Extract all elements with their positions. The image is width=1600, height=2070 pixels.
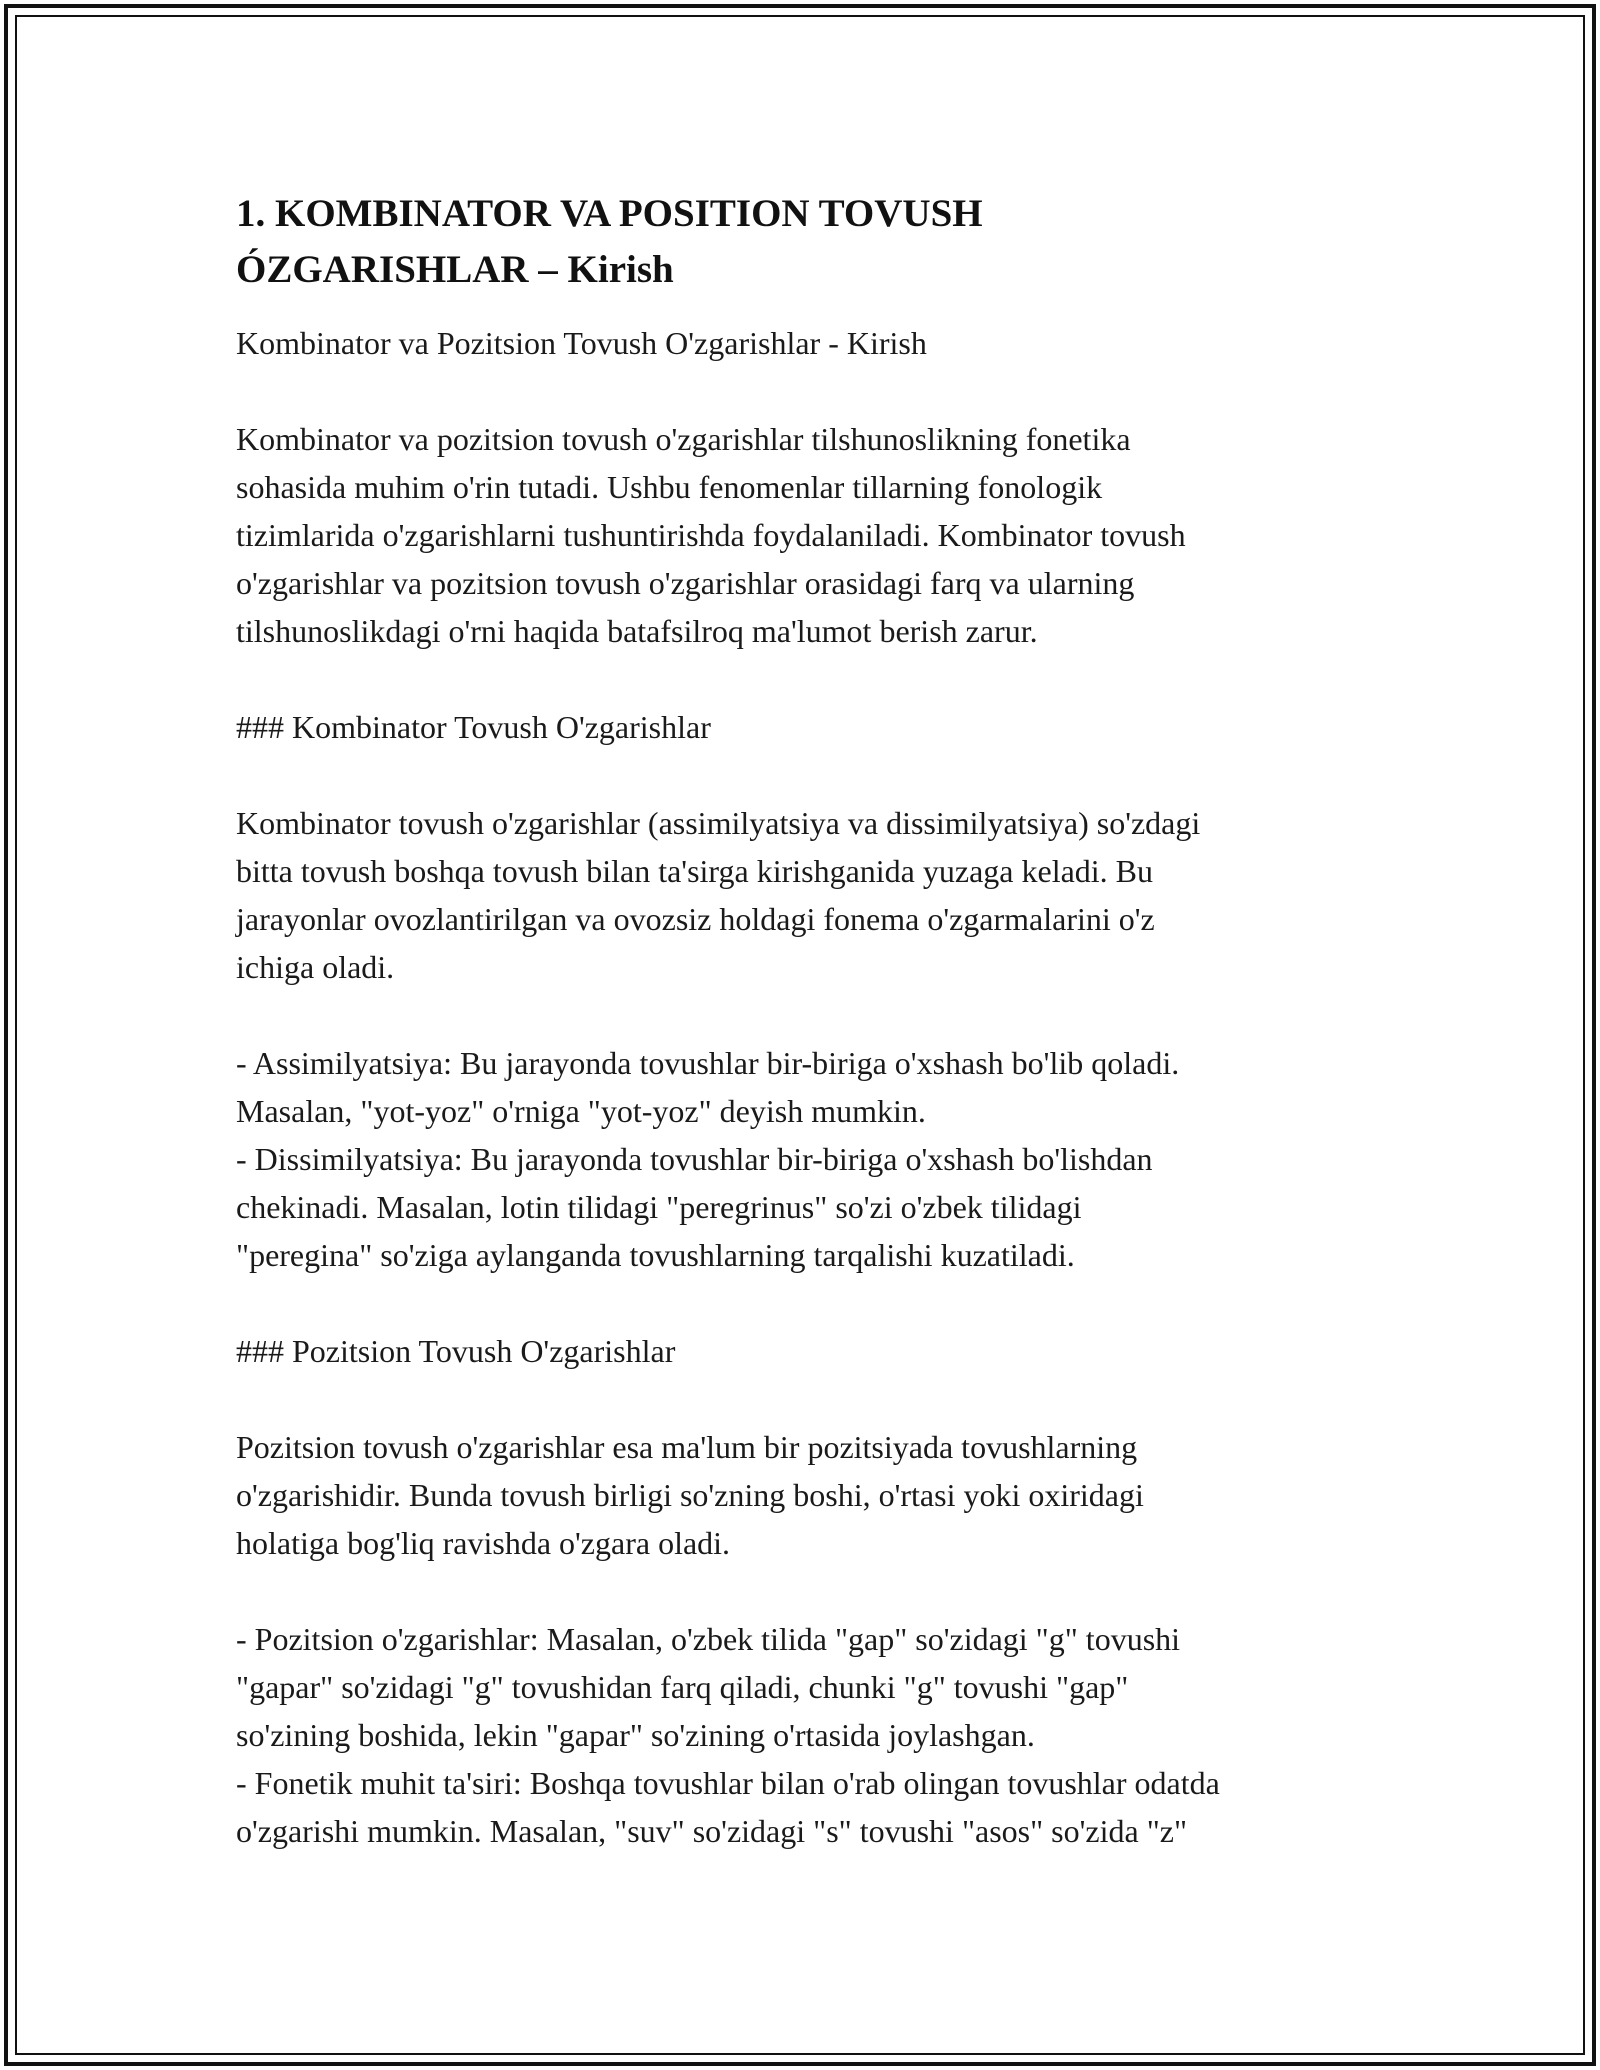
document-title: [236, 186, 1386, 298]
subtitle-paragraph: Kombinator va Pozitsion Tovush O'zgarishlar - Kirish: [236, 325, 927, 361]
pozitsion-paragraph: Pozitsion tovush o'zgarishlar esa ma'lum bir pozitsiyada tovushlarning o'zgarishidir. Bunda tovush birligi so'zning boshi, o'rtasi yoki oxiridagi holatiga bog'liq ravishda o'zgara oladi.: [236, 1429, 1144, 1561]
section-heading-kombinator: ### Kombinator Tovush O'zgarishlar: [236, 709, 711, 745]
kombinator-paragraph: Kombinator tovush o'zgarishlar (assimilyatsiya va dissimilyatsiya) so'zdagi bitta tovush boshqa tovush bilan ta'sirga kirishganida yuzaga keladi. Bu jarayonlar ovozlantirilgan va ovozsiz holdagi fonema o'zgarmalarini o'z ichiga oladi.: [236, 805, 1201, 985]
document-body: [236, 186, 1386, 1855]
title-line-2: ÓZGARISHLAR – Kirish: [236, 248, 674, 291]
pozitsion-list: - Pozitsion o'zgarishlar: Masalan, o'zbek tilida "gap" so'zidagi "g" tovushi "gapar" so'zidagi "g" tovushidan farq qiladi, chunki "g" tovushi "gap" so'zining boshida, lekin "gapar" so'zining o'rtasida joylashgan. - Fonetik muhit ta'siri: Boshqa tovushlar bilan o'rab olingan tovushlar odatda o'zgarishi mumkin. Masalan, "suv" so'zidagi "s" tovushi "asos" so'zida "z": [236, 1621, 1220, 1849]
title-line-1: 1. KOMBINATOR VA POSITION TOVUSH: [236, 192, 983, 235]
section-heading-pozitsion: ### Pozitsion Tovush O'zgarishlar: [236, 1333, 676, 1369]
intro-paragraph: Kombinator va pozitsion tovush o'zgarishlar tilshunoslikning fonetika sohasida muhim o'rin tutadi. Ushbu fenomenlar tillarning fonologik tizimlarida o'zgarishlarni tushuntirishda foydalaniladi. Kombinator tovush o'zgarishlar va pozitsion tovush o'zgarishlar orasidagi farq va ularning tilshunoslikdagi o'rni haqida batafsilroq ma'lumot berish zarur.: [236, 421, 1186, 649]
kombinator-list: - Assimilyatsiya: Bu jarayonda tovushlar bir-biriga o'xshash bo'lib qoladi. Masalan, "yot-yoz" o'rniga "yot-yoz" deyish mumkin. - Dissimilyatsiya: Bu jarayonda tovushlar bir-biriga o'xshash bo'lishdan chekinadi. Masalan, lotin tilidagi "peregrinus" so'zi o'zbek tilidagi "peregina" so'ziga aylanganda tovushlarning tarqalishi kuzatiladi.: [236, 1045, 1180, 1273]
